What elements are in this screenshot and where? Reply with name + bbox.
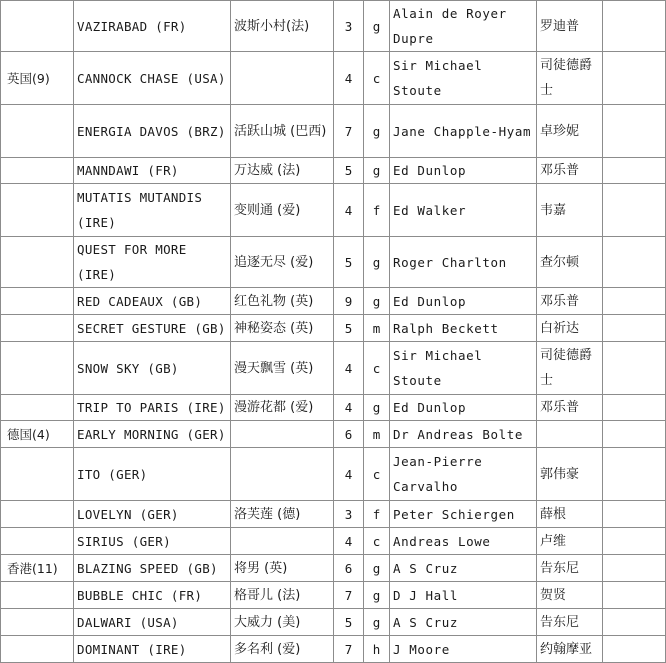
chinese-name-cell: 大威力 (美) bbox=[231, 609, 334, 636]
country-cell bbox=[1, 636, 74, 663]
age-cell: 7 bbox=[334, 105, 364, 158]
empty-cell bbox=[603, 237, 666, 288]
trainer-cell: Peter Schiergen bbox=[390, 501, 537, 528]
chinese-name-cell: 将男 (英) bbox=[231, 555, 334, 582]
empty-cell bbox=[603, 528, 666, 555]
age-cell: 5 bbox=[334, 158, 364, 184]
horse-name-cell: DOMINANT (IRE) bbox=[74, 636, 231, 663]
age-cell: 5 bbox=[334, 315, 364, 342]
horse-name-cell: EARLY MORNING (GER) bbox=[74, 421, 231, 448]
trainer-chinese-cell: 韦嘉 bbox=[537, 184, 603, 237]
country-cell bbox=[1, 158, 74, 184]
trainer-chinese-cell: 郭伟豪 bbox=[537, 448, 603, 501]
age-cell: 5 bbox=[334, 237, 364, 288]
age-cell: 5 bbox=[334, 609, 364, 636]
sex-cell: f bbox=[364, 501, 390, 528]
sex-cell: f bbox=[364, 184, 390, 237]
country-cell bbox=[1, 288, 74, 315]
empty-cell bbox=[603, 501, 666, 528]
empty-cell bbox=[603, 421, 666, 448]
table-row bbox=[1, 237, 666, 288]
chinese-name-cell: 波斯小村(法) bbox=[231, 1, 334, 52]
age-cell: 9 bbox=[334, 288, 364, 315]
trainer-cell: Andreas Lowe bbox=[390, 528, 537, 555]
trainer-chinese-cell: 司徒德爵士 bbox=[537, 52, 603, 105]
country-cell bbox=[1, 448, 74, 501]
age-cell: 3 bbox=[334, 501, 364, 528]
table-body bbox=[1, 1, 666, 663]
empty-cell bbox=[603, 105, 666, 158]
chinese-name-cell: 漫游花都 (爱) bbox=[231, 395, 334, 421]
horse-name-cell: LOVELYN (GER) bbox=[74, 501, 231, 528]
trainer-cell: Jane Chapple-Hyam bbox=[390, 105, 537, 158]
trainer-chinese-cell: 薛根 bbox=[537, 501, 603, 528]
country-cell bbox=[1, 609, 74, 636]
horse-name-cell: QUEST FOR MORE (IRE) bbox=[74, 237, 231, 288]
trainer-cell: Ed Dunlop bbox=[390, 158, 537, 184]
horse-name-cell: DALWARI (USA) bbox=[74, 609, 231, 636]
empty-cell bbox=[603, 342, 666, 395]
country-cell bbox=[1, 582, 74, 609]
trainer-cell: J Moore bbox=[390, 636, 537, 663]
empty-cell bbox=[603, 288, 666, 315]
trainer-cell: Ed Dunlop bbox=[390, 288, 537, 315]
trainer-chinese-cell: 司徒德爵士 bbox=[537, 342, 603, 395]
trainer-cell: Ralph Beckett bbox=[390, 315, 537, 342]
sex-cell: c bbox=[364, 448, 390, 501]
trainer-chinese-cell: 告东尼 bbox=[537, 609, 603, 636]
horse-name-cell: BLAZING SPEED (GB) bbox=[74, 555, 231, 582]
horse-name-cell: RED CADEAUX (GB) bbox=[74, 288, 231, 315]
empty-cell bbox=[603, 582, 666, 609]
chinese-name-cell: 漫天飘雪 (英) bbox=[231, 342, 334, 395]
table-row bbox=[1, 501, 666, 528]
empty-cell bbox=[603, 609, 666, 636]
age-cell: 7 bbox=[334, 636, 364, 663]
horse-name-cell: VAZIRABAD (FR) bbox=[74, 1, 231, 52]
country-cell bbox=[1, 184, 74, 237]
country-cell: 香港(11) bbox=[1, 555, 74, 582]
trainer-chinese-cell: 罗迪普 bbox=[537, 1, 603, 52]
table-row bbox=[1, 288, 666, 315]
sex-cell: g bbox=[364, 395, 390, 421]
chinese-name-cell: 格哥儿 (法) bbox=[231, 582, 334, 609]
sex-cell: c bbox=[364, 52, 390, 105]
country-cell bbox=[1, 395, 74, 421]
sex-cell: m bbox=[364, 315, 390, 342]
chinese-name-cell: 活跃山城 (巴西) bbox=[231, 105, 334, 158]
empty-cell bbox=[603, 184, 666, 237]
table-row bbox=[1, 555, 666, 582]
country-cell bbox=[1, 1, 74, 52]
country-cell bbox=[1, 105, 74, 158]
horse-name-cell: SNOW SKY (GB) bbox=[74, 342, 231, 395]
age-cell: 7 bbox=[334, 582, 364, 609]
trainer-chinese-cell: 卢维 bbox=[537, 528, 603, 555]
empty-cell bbox=[603, 1, 666, 52]
sex-cell: g bbox=[364, 609, 390, 636]
trainer-cell: A S Cruz bbox=[390, 609, 537, 636]
age-cell: 6 bbox=[334, 555, 364, 582]
sex-cell: m bbox=[364, 421, 390, 448]
table-row bbox=[1, 448, 666, 501]
country-cell bbox=[1, 342, 74, 395]
sex-cell: h bbox=[364, 636, 390, 663]
table-row bbox=[1, 184, 666, 237]
table-row bbox=[1, 636, 666, 663]
trainer-cell: Sir Michael Stoute bbox=[390, 342, 537, 395]
trainer-chinese-cell: 卓珍妮 bbox=[537, 105, 603, 158]
country-cell bbox=[1, 315, 74, 342]
sex-cell: g bbox=[364, 105, 390, 158]
trainer-chinese-cell: 邓乐普 bbox=[537, 395, 603, 421]
sex-cell: g bbox=[364, 158, 390, 184]
chinese-name-cell: 追逐无尽 (爱) bbox=[231, 237, 334, 288]
chinese-name-cell: 洛芙莲 (德) bbox=[231, 501, 334, 528]
trainer-cell: Sir Michael Stoute bbox=[390, 52, 537, 105]
table-row bbox=[1, 52, 666, 105]
trainer-chinese-cell: 邓乐普 bbox=[537, 288, 603, 315]
age-cell: 4 bbox=[334, 528, 364, 555]
trainer-cell: Jean-Pierre Carvalho bbox=[390, 448, 537, 501]
age-cell: 3 bbox=[334, 1, 364, 52]
table-row bbox=[1, 315, 666, 342]
sex-cell: c bbox=[364, 342, 390, 395]
horse-name-cell: TRIP TO PARIS (IRE) bbox=[74, 395, 231, 421]
chinese-name-cell bbox=[231, 421, 334, 448]
trainer-chinese-cell bbox=[537, 421, 603, 448]
trainer-chinese-cell: 告东尼 bbox=[537, 555, 603, 582]
trainer-cell: D J Hall bbox=[390, 582, 537, 609]
age-cell: 4 bbox=[334, 184, 364, 237]
trainer-cell: Ed Dunlop bbox=[390, 395, 537, 421]
age-cell: 4 bbox=[334, 448, 364, 501]
age-cell: 4 bbox=[334, 395, 364, 421]
age-cell: 6 bbox=[334, 421, 364, 448]
horse-name-cell: BUBBLE CHIC (FR) bbox=[74, 582, 231, 609]
empty-cell bbox=[603, 555, 666, 582]
horse-name-cell: SIRIUS (GER) bbox=[74, 528, 231, 555]
age-cell: 4 bbox=[334, 52, 364, 105]
table-row bbox=[1, 1, 666, 52]
country-cell bbox=[1, 528, 74, 555]
sex-cell: g bbox=[364, 288, 390, 315]
empty-cell bbox=[603, 52, 666, 105]
table-row bbox=[1, 158, 666, 184]
sex-cell: g bbox=[364, 582, 390, 609]
chinese-name-cell: 红色礼物 (英) bbox=[231, 288, 334, 315]
trainer-cell: A S Cruz bbox=[390, 555, 537, 582]
empty-cell bbox=[603, 448, 666, 501]
trainer-cell: Roger Charlton bbox=[390, 237, 537, 288]
table-row bbox=[1, 421, 666, 448]
trainer-chinese-cell: 查尔顿 bbox=[537, 237, 603, 288]
country-cell bbox=[1, 237, 74, 288]
empty-cell bbox=[603, 395, 666, 421]
trainer-chinese-cell: 邓乐普 bbox=[537, 158, 603, 184]
chinese-name-cell bbox=[231, 528, 334, 555]
sex-cell: g bbox=[364, 1, 390, 52]
horse-name-cell: ENERGIA DAVOS (BRZ) bbox=[74, 105, 231, 158]
trainer-chinese-cell: 约翰摩亚 bbox=[537, 636, 603, 663]
horse-name-cell: MUTATIS MUTANDIS (IRE) bbox=[74, 184, 231, 237]
table-row bbox=[1, 609, 666, 636]
trainer-cell: Alain de Royer Dupre bbox=[390, 1, 537, 52]
country-cell: 英国(9) bbox=[1, 52, 74, 105]
table-row bbox=[1, 528, 666, 555]
table-row bbox=[1, 395, 666, 421]
empty-cell bbox=[603, 636, 666, 663]
chinese-name-cell: 神秘姿态 (英) bbox=[231, 315, 334, 342]
country-cell bbox=[1, 501, 74, 528]
horse-name-cell: SECRET GESTURE (GB) bbox=[74, 315, 231, 342]
chinese-name-cell: 万达威 (法) bbox=[231, 158, 334, 184]
trainer-cell: Dr Andreas Bolte bbox=[390, 421, 537, 448]
trainer-chinese-cell: 贺贤 bbox=[537, 582, 603, 609]
age-cell: 4 bbox=[334, 342, 364, 395]
sex-cell: g bbox=[364, 555, 390, 582]
chinese-name-cell bbox=[231, 448, 334, 501]
chinese-name-cell bbox=[231, 52, 334, 105]
empty-cell bbox=[603, 315, 666, 342]
chinese-name-cell: 多名利 (爱) bbox=[231, 636, 334, 663]
table-row bbox=[1, 105, 666, 158]
horse-name-cell: ITO (GER) bbox=[74, 448, 231, 501]
sex-cell: c bbox=[364, 528, 390, 555]
table-row bbox=[1, 582, 666, 609]
sex-cell: g bbox=[364, 237, 390, 288]
chinese-name-cell: 变则通 (爱) bbox=[231, 184, 334, 237]
horse-name-cell: MANNDAWI (FR) bbox=[74, 158, 231, 184]
horse-name-cell: CANNOCK CHASE (USA) bbox=[74, 52, 231, 105]
empty-cell bbox=[603, 158, 666, 184]
country-cell: 德国(4) bbox=[1, 421, 74, 448]
trainer-chinese-cell: 白祈达 bbox=[537, 315, 603, 342]
trainer-cell: Ed Walker bbox=[390, 184, 537, 237]
table-row bbox=[1, 342, 666, 395]
